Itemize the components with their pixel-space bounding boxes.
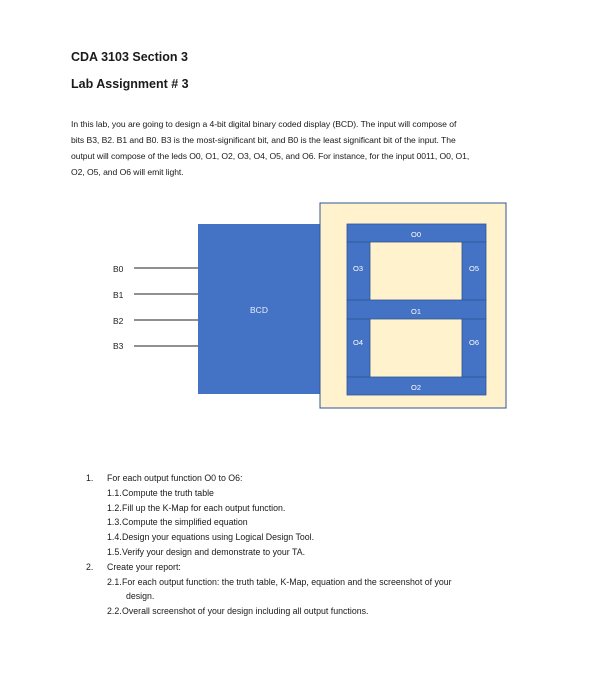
list-text: For each output function O0 to O6: (107, 473, 243, 483)
list-item (86, 486, 452, 501)
list-item (86, 604, 452, 619)
list-number: 2.1. (107, 576, 122, 587)
list-item (86, 545, 452, 560)
segment-o6 (462, 319, 486, 377)
bcd-label: BCD (250, 305, 268, 315)
assignment-title: Lab Assignment # 3 (71, 77, 189, 91)
list-number: 1. (86, 473, 94, 483)
intro-line: In this lab, you are going to design a 4-bit digital binary coded display (BCD). The input will compose of (71, 119, 457, 129)
list-text: design. (126, 591, 155, 602)
list-text: Create your report: (107, 561, 181, 572)
input-label-b3: B3 (113, 341, 124, 351)
list-number: 1.3. (107, 517, 122, 528)
input-label-b1: B1 (113, 290, 124, 300)
intro-line: O2, O5, and O6 will emit light. (71, 167, 184, 177)
list-item (86, 471, 452, 486)
list-number: 1.1. (107, 487, 122, 498)
list-text: Compute the truth table (122, 487, 214, 498)
task-list (86, 471, 452, 619)
list-number: 1.2. (107, 502, 122, 513)
segment-o6-label: O6 (468, 338, 480, 347)
list-number: 1.4. (107, 532, 122, 543)
list-text: Compute the simplified equation (122, 517, 248, 528)
list-item (86, 515, 452, 530)
intro-line: bits B3, B2. B1 and B0. B3 is the most-significant bit, and B0 is the least significant bit of the input. The (71, 135, 456, 145)
segment-o4 (347, 319, 370, 377)
list-text: Verify your design and demonstrate to your TA. (122, 546, 306, 557)
segment-o1-label: O1 (410, 307, 422, 316)
list-item-continuation (86, 589, 452, 604)
course-title: CDA 3103 Section 3 (71, 50, 188, 64)
input-label-b0: B0 (113, 264, 124, 274)
segment-o0-label: O0 (410, 230, 422, 239)
list-number: 2.2. (107, 606, 122, 617)
list-item (86, 530, 452, 545)
list-text: Design your equations using Logical Design Tool. (122, 532, 315, 543)
segment-o2-label: O2 (410, 383, 422, 392)
list-text: Fill up the K-Map for each output function. (122, 502, 286, 513)
segment-o5-label: O5 (468, 264, 480, 273)
segment-o4-label: O4 (352, 338, 364, 347)
list-item (86, 560, 452, 575)
list-text: Overall screenshot of your design including all output functions. (122, 606, 369, 617)
list-item (86, 501, 452, 516)
list-text: For each output function: the truth table, K-Map, equation and the screenshot of your (122, 576, 452, 587)
list-number: 1.5. (107, 546, 122, 557)
list-item (86, 575, 452, 590)
input-label-b2: B2 (113, 316, 124, 326)
intro-line: output will compose of the leds O0, O1, O2, O3, O4, O5, and O6. For instance, for the input 0011, O0, O1, (71, 151, 470, 161)
segment-o3-label: O3 (352, 264, 364, 273)
list-number: 2. (86, 561, 94, 572)
